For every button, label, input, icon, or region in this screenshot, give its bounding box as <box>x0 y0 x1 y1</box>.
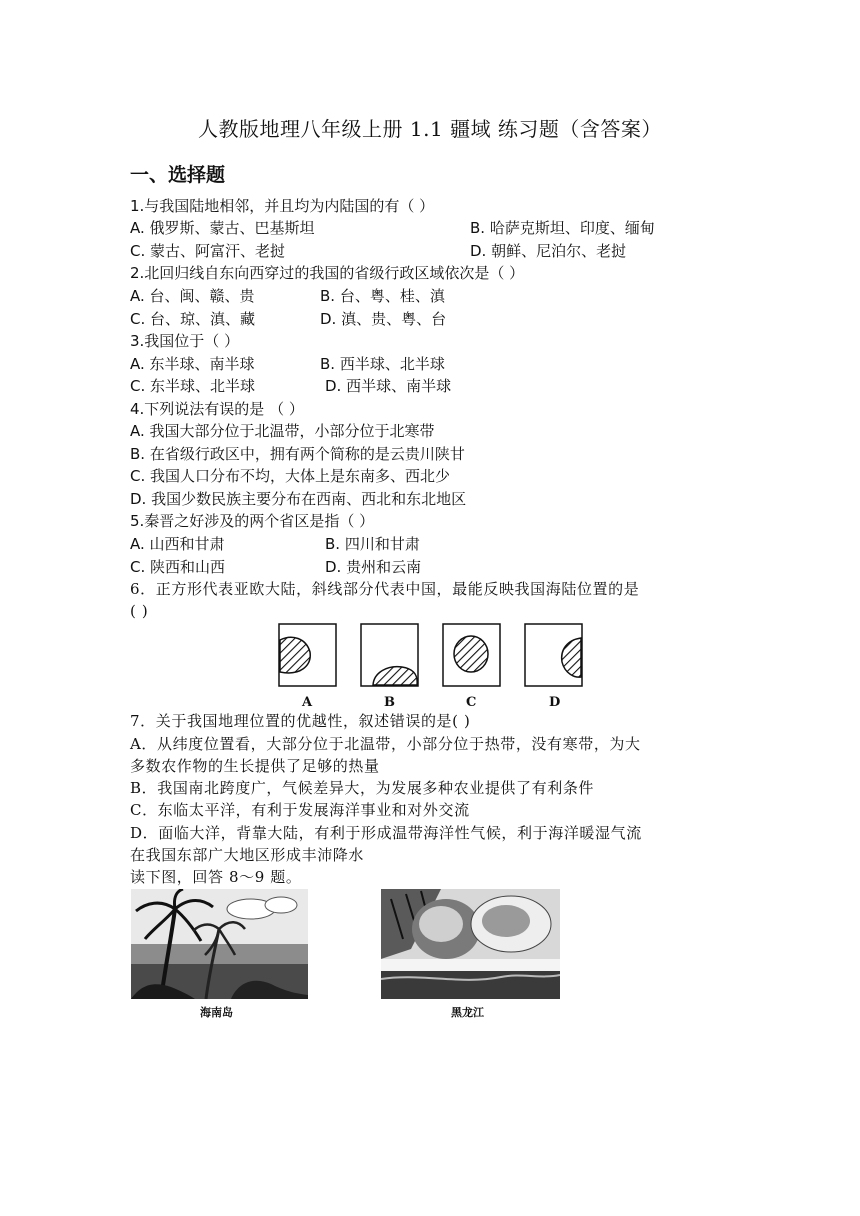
question-2-option-a: A. 台、闽、赣、贵 <box>130 287 255 305</box>
question-2-option-c: C. 台、琼、滇、藏 <box>130 310 256 328</box>
question-4-option-d: D. 我国少数民族主要分布在西南、西北和东北地区 <box>130 490 467 508</box>
q6-label-c: C <box>466 695 477 710</box>
question-1-option-d: D. 朝鲜、尼泊尔、老挝 <box>470 242 627 260</box>
question-2-option-b: B. 台、粤、桂、滇 <box>320 287 445 305</box>
question-4-stem: 4.下列说法有误的是 （ ） <box>130 400 304 418</box>
question-7-option-d-line1: D．面临大洋，背靠大陆，有利于形成温带海洋性气候，利于海洋暖湿气流 <box>130 824 642 842</box>
question-7-option-c: C．东临太平洋，有利于发展海洋事业和对外交流 <box>130 801 470 819</box>
question-4-option-b: B. 在省级行政区中，拥有两个简称的是云贵川陕甘 <box>130 445 465 463</box>
question-3-option-d: D. 西半球、南半球 <box>325 377 452 395</box>
question-6-stem-line1: 6．正方形代表亚欧大陆，斜线部分代表中国，最能反映我国海陆位置的是 <box>130 580 640 598</box>
question-5-option-d: D. 贵州和云南 <box>325 558 422 576</box>
question-6-stem-line2: ( ) <box>130 602 149 620</box>
page-title: 人教版地理八年级上册 1.1 疆域 练习题（含答案） <box>198 117 662 141</box>
q6-label-a: A <box>302 695 313 710</box>
question-2-stem: 2.北回归线自东向西穿过的我国的省级行政区域依次是（ ） <box>130 264 525 282</box>
question-1-option-c: C. 蒙古、阿富汗、老挝 <box>130 242 286 260</box>
question-3-option-a: A. 东半球、南半球 <box>130 355 255 373</box>
question-7-option-a-line1: A．从纬度位置看，大部分位于北温带，小部分位于热带，没有寒带，为大 <box>130 735 641 753</box>
q6-option-d-diagram <box>525 624 582 686</box>
hainan-picture <box>131 889 308 999</box>
q6-label-d: D <box>549 695 561 710</box>
question-1-stem: 1.与我国陆地相邻，并且均为内陆国的有（ ） <box>130 197 435 215</box>
question-5-option-b: B. 四川和甘肃 <box>325 535 420 553</box>
question-1-option-a: A. 俄罗斯、蒙古、巴基斯坦 <box>130 219 315 237</box>
question-1-option-b: B. 哈萨克斯坦、印度、缅甸 <box>470 219 655 237</box>
heilongjiang-caption: 黑龙江 <box>451 1006 484 1019</box>
question-7-stem: 7．关于我国地理位置的优越性，叙述错误的是( ) <box>130 712 471 730</box>
question-3-option-b: B. 西半球、北半球 <box>320 355 445 373</box>
q6-option-a-diagram <box>279 624 336 686</box>
section-heading: 一、选择题 <box>130 164 226 186</box>
q6-label-b: B <box>384 695 395 710</box>
q6-option-b-diagram <box>361 624 418 686</box>
question-5-option-a: A. 山西和甘肃 <box>130 535 225 553</box>
q6-options-figure <box>270 620 590 712</box>
q6-option-c-diagram <box>443 624 500 686</box>
question-7-option-d-line2: 在我国东部广大地区形成丰沛降水 <box>130 846 365 864</box>
question-3-option-c: C. 东半球、北半球 <box>130 377 256 395</box>
question-5-option-c: C. 陕西和山西 <box>130 558 226 576</box>
question-2-option-d: D. 滇、贵、粤、台 <box>320 310 447 328</box>
question-5-stem: 5.秦晋之好涉及的两个省区是指（ ） <box>130 512 375 530</box>
question-3-stem: 3.我国位于（ ） <box>130 332 240 350</box>
hainan-caption: 海南岛 <box>200 1006 233 1019</box>
question-7-option-a-line2: 多数农作物的生长提供了足够的热量 <box>130 757 380 775</box>
heilongjiang-picture <box>381 889 560 999</box>
question-8-9-stem: 读下图，回答 8～9 题。 <box>130 868 302 886</box>
question-4-option-c: C. 我国人口分布不均，大体上是东南多、西北少 <box>130 467 451 485</box>
question-4-option-a: A. 我国大部分位于北温带，小部分位于北寒带 <box>130 422 435 440</box>
question-7-option-b: B．我国南北跨度广，气候差异大，为发展多种农业提供了有利条件 <box>130 779 595 797</box>
